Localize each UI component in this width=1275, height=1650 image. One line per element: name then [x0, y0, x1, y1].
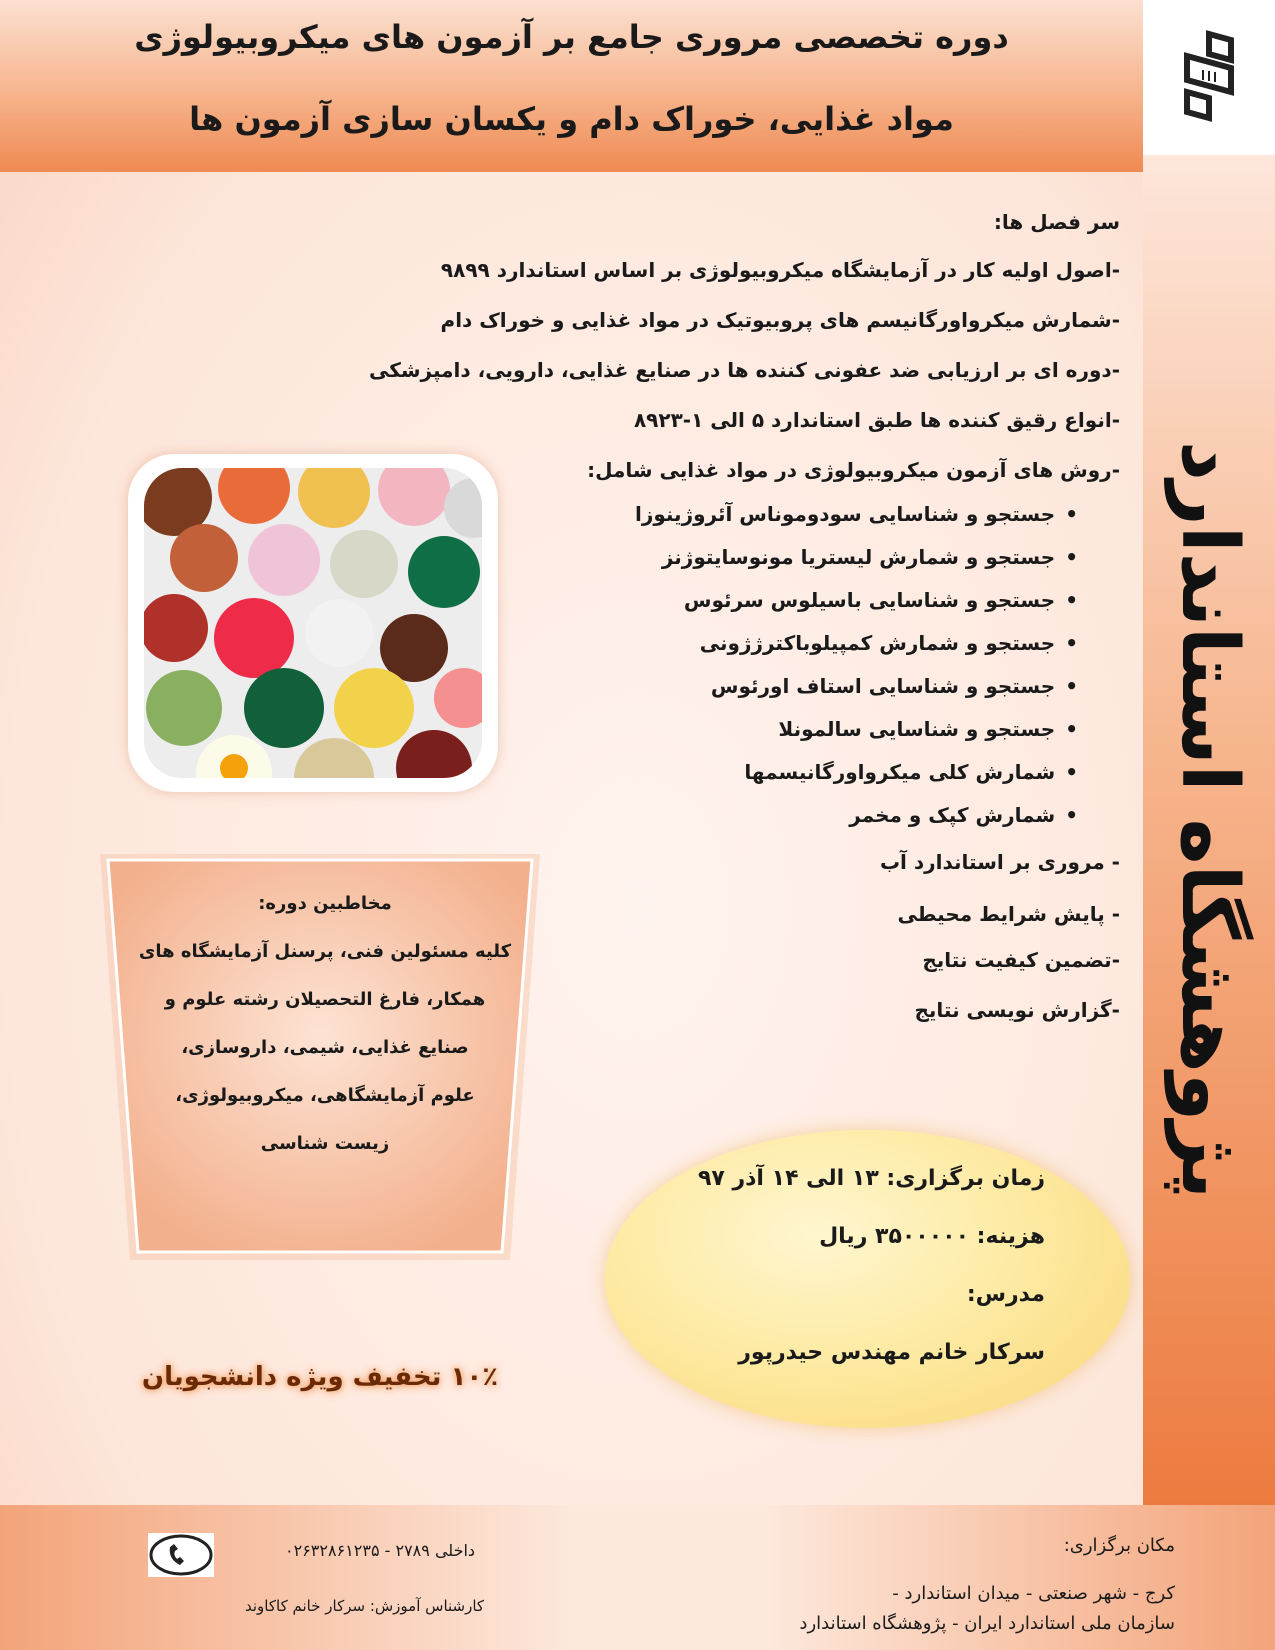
bullet-icon: • — [1065, 674, 1078, 698]
audience-heading: مخاطبین دوره: — [258, 893, 392, 914]
venue-address-line1: کرج - شهر صنعتی - میدان استاندارد - — [892, 1583, 1175, 1604]
test-item — [744, 760, 1078, 784]
test-label: جستجو و شمارش کمپیلوباکترژژونی — [699, 631, 1056, 655]
test-label: شمارش کپک و مخمر — [849, 803, 1056, 827]
topic-item: -انواع رقیق کننده ها طبق استاندارد ۵ الی ۱-۸۹۲۳ — [633, 408, 1120, 432]
petri-dish-photo — [128, 454, 498, 792]
venue-address-line2: سازمان ملی استاندارد ایران - پژوهشگاه استاندارد — [799, 1613, 1175, 1634]
student-discount: ۱۰٪ تخفیف ویژه دانشجویان — [141, 1362, 499, 1392]
bullet-icon: • — [1065, 803, 1078, 827]
test-label: شمارش کلی میکرواورگانیسمها — [744, 760, 1056, 784]
instructor-name: سرکار خانم مهندس حیدرپور — [738, 1340, 1045, 1365]
institute-vertical-title: پژوهشگاه استاندارد — [1164, 440, 1254, 1200]
phone-icon — [148, 1533, 214, 1577]
bullet-icon: • — [1065, 631, 1078, 655]
topic-item: - مروری بر استاندارد آب — [879, 850, 1120, 874]
course-title-line1: دوره تخصصی مروری جامع بر آزمون های میکروبیولوژی — [134, 18, 1009, 56]
logo-box — [1143, 0, 1275, 155]
audience-line: زیست شناسی — [260, 1133, 390, 1154]
topic-item: -دوره ای بر ارزیابی ضد عفونی کننده ها در صنایع غذایی، دارویی، دامپزشکی — [369, 358, 1120, 382]
petri-dishes-illustration — [144, 468, 482, 778]
topic-item: -گزارش نویسی نتایج — [914, 998, 1120, 1022]
audience-text — [130, 880, 520, 1168]
test-item — [635, 502, 1078, 526]
venue-label: مکان برگزاری: — [1063, 1535, 1175, 1556]
header-banner — [0, 0, 1143, 172]
topic-item: -اصول اولیه کار در آزمایشگاه میکروبیولوژی بر اساس استاندارد ۹۸۹۹ — [440, 258, 1120, 282]
bullet-icon: • — [1065, 588, 1078, 612]
training-expert: کارشناس آموزش: سرکار خانم کاکاوند — [245, 1597, 485, 1615]
course-fee: هزینه: ۳۵۰۰۰۰۰ ریال — [819, 1224, 1045, 1249]
test-label: جستجو و شناسایی استاف اورئوس — [710, 674, 1056, 698]
test-label: جستجو و شمارش لیستریا مونوسایتوژنز — [661, 545, 1056, 569]
test-item — [700, 631, 1078, 655]
bullet-icon: • — [1065, 760, 1078, 784]
course-date: زمان برگزاری: ۱۳ الی ۱۴ آذر ۹۷ — [697, 1166, 1045, 1191]
test-label: جستجو و شناسایی باسیلوس سرئوس — [683, 588, 1056, 612]
test-item — [684, 588, 1078, 612]
test-label: جستجو و شناسایی سالمونلا — [778, 717, 1056, 741]
bullet-icon: • — [1065, 545, 1078, 569]
topic-item: - پایش شرایط محیطی — [897, 902, 1120, 926]
syllabus-heading: سر فصل ها: — [993, 210, 1120, 234]
test-label: جستجو و شناسایی سودوموناس آئروژینوزا — [634, 502, 1056, 526]
topic-item: -روش های آزمون میکروبیولوژی در مواد غذایی شامل: — [587, 458, 1120, 482]
bullet-icon: • — [1065, 502, 1078, 526]
topic-item: -تضمین کیفیت نتایج — [922, 948, 1120, 972]
test-item — [778, 717, 1078, 741]
test-item — [662, 545, 1078, 569]
test-item — [849, 803, 1078, 827]
standard-logo-icon — [1179, 30, 1239, 122]
course-title-line2: مواد غذایی، خوراک دام و یکسان سازی آزمون ها — [189, 100, 954, 138]
audience-line: کلیه مسئولین فنی، پرسنل آزمایشگاه های — [138, 941, 512, 962]
audience-line: همکار، فارغ التحصیلان رشته علوم و — [164, 989, 486, 1010]
audience-line: علوم آزمایشگاهی، میکروبیولوژی، — [175, 1085, 475, 1106]
topic-item: -شمارش میکرواورگانیسم های پروبیوتیک در مواد غذایی و خوراک دام — [440, 308, 1120, 332]
test-item — [711, 674, 1078, 698]
audience-line: صنایع غذایی، شیمی، داروسازی، — [181, 1037, 469, 1058]
photo-image — [144, 468, 482, 778]
phone-number: داخلی ۲۷۸۹ - ۰۲۶۳۲۸۶۱۲۳۵ — [285, 1541, 476, 1560]
instructor-label: مدرس: — [966, 1282, 1045, 1307]
bullet-icon: • — [1065, 717, 1078, 741]
footer — [0, 1505, 1275, 1650]
